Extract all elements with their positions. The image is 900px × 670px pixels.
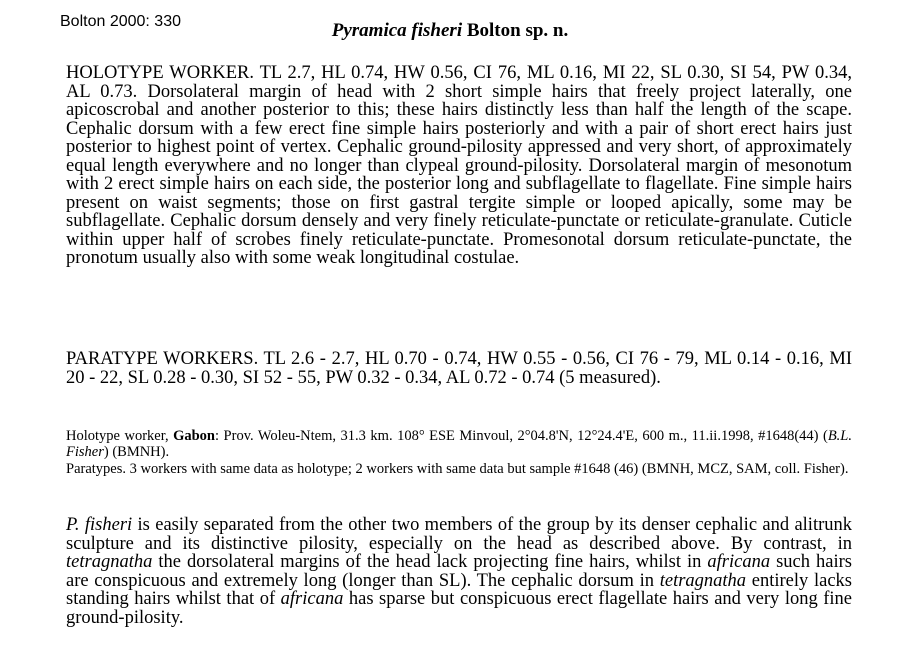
discussion-text: entirely lacks standing hairs whilst that of: [66, 570, 852, 609]
species-ref: P. fisheri: [66, 515, 133, 535]
paratype-heading: PARATYPE WORKERS.: [66, 349, 259, 369]
holotype-material-label: Holotype worker,: [66, 428, 174, 444]
holotype-description: [66, 64, 852, 268]
discussion-text: has sparse but conspicuous erect flagellate hairs and very long fine ground-pilosity.: [66, 589, 852, 628]
holotype-material-text: : Prov. Woleu-Ntem, 31.3 km. 108° ESE Minvoul, 2°04.8'N, 12°24.4'E, 600 m., 11.ii.1998, #1648(44) (: [215, 428, 828, 444]
holotype-material: [66, 428, 852, 460]
title-authority: Bolton sp. n.: [462, 20, 569, 41]
species-ref: africana: [280, 589, 344, 609]
holotype-country: Gabon: [173, 428, 216, 444]
species-ref: tetragnatha: [66, 552, 153, 572]
holotype-material-end: ) (BMNH).: [103, 444, 170, 460]
discussion: [66, 516, 852, 627]
species-title: [0, 20, 900, 42]
holotype-collector: B.L. Fisher: [66, 428, 852, 460]
species-ref: africana: [707, 552, 771, 572]
discussion-text: is easily separated from the other two members of the group by its denser cephalic and alitrunk sculpture and its distinctive pilosity, especially on the head as described above. By contrast, in: [66, 515, 852, 554]
citation: Bolton 2000: 330: [60, 13, 181, 30]
discussion-text: the dorsolateral margins of the head lack projecting fine hairs, whilst in: [152, 552, 708, 572]
paratype-text: TL 2.6 - 2.7, HL 0.70 - 0.74, HW 0.55 - 0.56, CI 76 - 79, ML 0.14 - 0.16, MI 20 - 22, SL 0.28 - 0.30, SI 52 - 55, PW 0.32 - 0.34, AL 0.72 - 0.74 (5 measured).: [66, 349, 852, 388]
paratype-description: [66, 350, 852, 387]
holotype-text: TL 2.7, HL 0.74, HW 0.56, CI 76, ML 0.16, MI 22, SL 0.30, SI 54, PW 0.34, AL 0.73. Dorsolateral margin of head with 2 short simple hairs that freely project laterally, one apicoscrobal and another posterior to this; these hairs distinctly less than half the length of the scape. Cephalic dorsum with a few erect fine simple hairs posteriorly and with a pair of short erect hairs just posterior to highest point of vertex. Cephalic ground-pilosity appressed and very short, of approximately equal length everywhere and no longer than clypeal ground-pilosity. Dorsolateral margin of mesonotum with 2 erect simple hairs on each side, the posterior long and subflagellate to flagellate. Fine simple hairs present on waist segments; those on first gastral tergite simple or looped apically, some may be subflagellate. Cephalic dorsum densely and very finely reticulate-punctate or reticulate-granulate. Cuticle within upper half of scrobes finely reticulate-punctate. Promesonotal dorsum reticulate-punctate, the pronotum usually also with some weak longitudinal costulae.: [66, 63, 852, 268]
species-ref: tetragnatha: [659, 570, 747, 591]
species-name: Pyramica fisheri: [331, 20, 463, 41]
paratype-material: Paratypes. 3 workers with same data as holotype; 2 workers with same data but sample #1648 (46) (BMNH, MCZ, SAM, coll. Fisher).: [66, 461, 849, 477]
holotype-heading: HOLOTYPE WORKER.: [66, 63, 255, 83]
discussion-text: such hairs are conspicuous and extremely long (longer than SL). The cephalic dorsum in: [66, 552, 852, 591]
